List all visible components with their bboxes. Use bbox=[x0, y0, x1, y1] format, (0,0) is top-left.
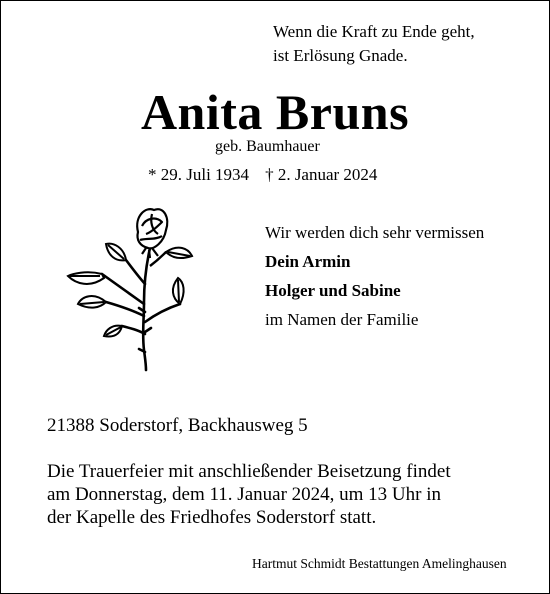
funeral-line-2: am Donnerstag, dem 11. Januar 2024, um 13 Uhr in bbox=[47, 484, 441, 505]
maiden-name: geb. Baumhauer bbox=[215, 138, 320, 155]
rose-icon bbox=[66, 204, 198, 376]
death-date: † 2. Januar 2024 bbox=[265, 165, 378, 184]
mourners bbox=[265, 218, 484, 334]
life-dates bbox=[148, 164, 377, 186]
mourners-closing: im Namen der Familie bbox=[265, 310, 419, 329]
funeral-line-1: Die Trauerfeier mit anschließender Beisetzung findet bbox=[47, 461, 451, 482]
funeral-info bbox=[47, 460, 451, 529]
birth-date: * 29. Juli 1934 bbox=[148, 165, 250, 184]
funeral-line-3: der Kapelle des Friedhofes Soderstorf statt. bbox=[47, 507, 377, 528]
undertaker: Hartmut Schmidt Bestattungen Amelinghausen bbox=[252, 556, 507, 571]
address: 21388 Soderstorf, Backhausweg 5 bbox=[47, 415, 308, 436]
mourner-holger-sabine: Holger und Sabine bbox=[265, 281, 401, 300]
motto bbox=[273, 20, 475, 68]
mourner-armin: Dein Armin bbox=[265, 252, 351, 271]
motto-line-1: Wenn die Kraft zu Ende geht, bbox=[273, 22, 475, 41]
mourners-intro: Wir werden dich sehr vermissen bbox=[265, 223, 485, 242]
motto-line-2: ist Erlösung Gnade. bbox=[273, 46, 408, 65]
deceased-name: Anita Bruns bbox=[140, 84, 410, 140]
